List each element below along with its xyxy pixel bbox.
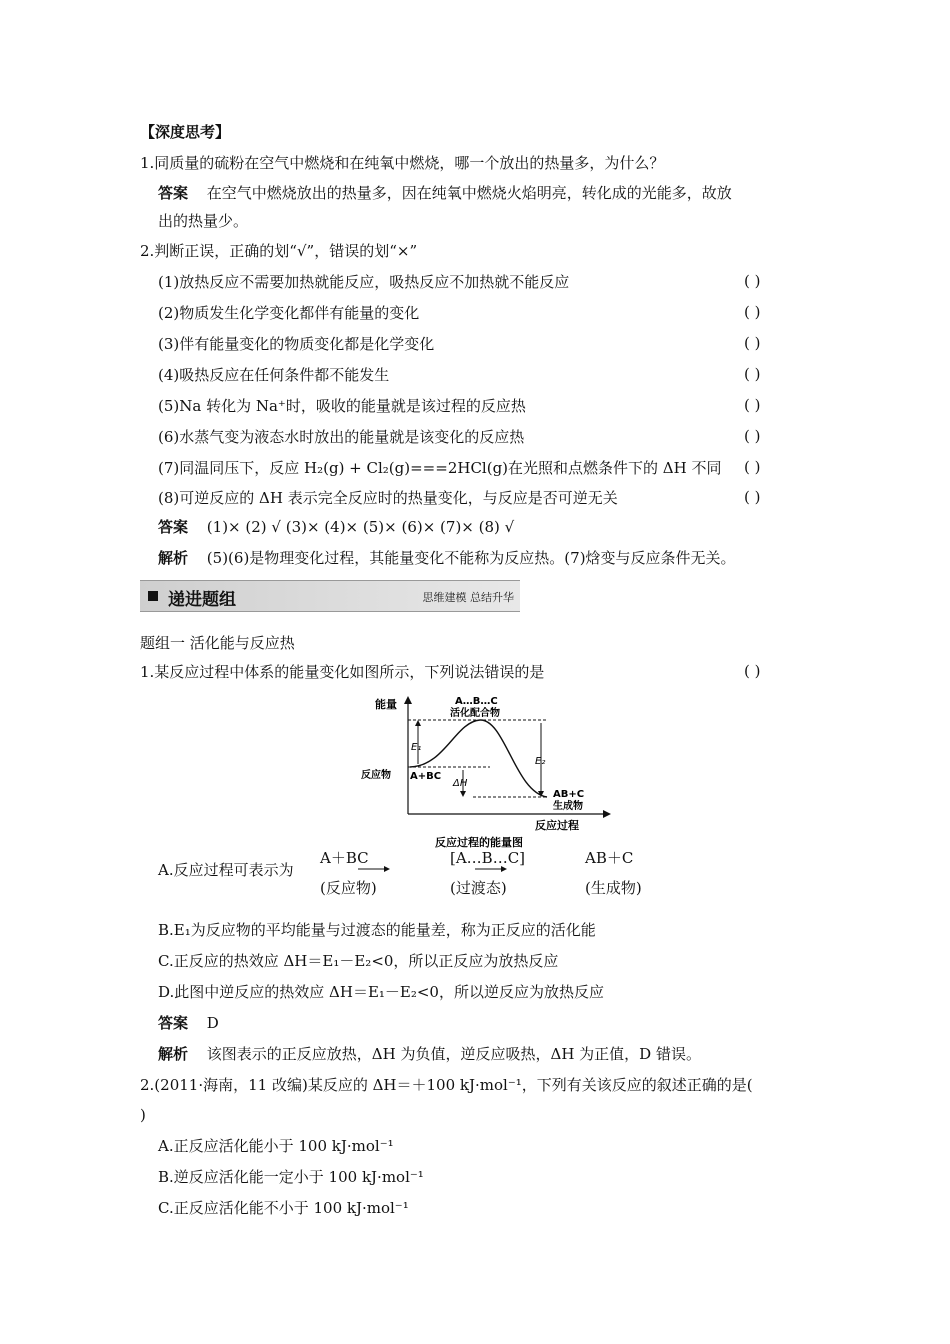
answer-1-cont: 出的热量少。 — [158, 212, 249, 230]
option-a-product: AB＋C — [585, 849, 634, 867]
answer-label: 答案 — [158, 1014, 189, 1032]
arrow-1-icon — [358, 864, 392, 874]
arrow-2-icon — [475, 864, 509, 874]
judge-paren: ( ) — [744, 396, 761, 414]
square-icon — [148, 591, 158, 601]
option-b: B.E₁为反应物的平均能量与过渡态的能量差，称为正反应的活化能 — [158, 921, 596, 939]
dh-arrow-head-icon — [460, 791, 466, 797]
analysis-g1 — [158, 1044, 701, 1064]
q2-option-c: C.正反应活化能不小于 100 kJ·mol⁻¹ — [158, 1199, 409, 1217]
answer-g1 — [158, 1013, 219, 1033]
reactant-label-2: A+BC — [410, 771, 442, 782]
answer-text: 在空气中燃烧放出的热量多，因在纯氧中燃烧火焰明亮，转化成的光能多，故放 — [206, 184, 732, 202]
option-a-transition-note: (过渡态) — [450, 879, 507, 897]
judge-item: (4)吸热反应在任何条件都不能发生 — [158, 366, 390, 384]
analysis-label: 解析 — [158, 549, 189, 567]
y-axis-arrow-icon — [404, 696, 412, 704]
answer-2 — [158, 517, 514, 537]
answer-paren: ( ) — [744, 662, 761, 680]
analysis-text: (5)(6)是物理变化过程，其能量变化不能称为反应热。(7)焓变与反应条件无关。 — [206, 549, 736, 567]
analysis-text: 该图表示的正反应放热，ΔH 为负值，逆反应吸热，ΔH 为正值，D 错误。 — [206, 1045, 701, 1063]
e2-label: E₂ — [535, 756, 546, 767]
e1-arrow-head-icon — [415, 720, 421, 726]
judge-item: (3)伴有能量变化的物质变化都是化学变化 — [158, 335, 435, 353]
option-a-prefix: A.反应过程可表示为 — [158, 861, 294, 879]
section-bar — [140, 580, 520, 612]
analysis-2 — [158, 548, 736, 568]
x-label: 反应过程 — [535, 819, 579, 832]
option-c: C.正反应的热效应 ΔH＝E₁－E₂<0，所以正反应为放热反应 — [158, 952, 559, 970]
judge-item: (8)可逆反应的 ΔH 表示完全反应时的热量变化，与反应是否可逆无关 — [158, 489, 618, 507]
answer-text: (1)× (2) √ (3)× (4)× (5)× (6)× (7)× (8) √ — [206, 518, 515, 536]
judge-item: (1)放热反应不需要加热就能反应，吸热反应不加热就不能反应 — [158, 273, 570, 291]
analysis-label: 解析 — [158, 1045, 189, 1063]
energy-curve — [410, 720, 547, 797]
group-title: 题组一 活化能与反应热 — [140, 634, 295, 652]
judge-paren: ( ) — [744, 365, 761, 383]
judge-item: (6)水蒸气变为液态水时放出的能量就是该变化的反应热 — [158, 428, 525, 446]
q2-option-b: B.逆反应活化能一定小于 100 kJ·mol⁻¹ — [158, 1168, 424, 1186]
group-question-1: 1.某反应过程中体系的能量变化如图所示，下列说法错误的是 — [140, 663, 545, 681]
judge-paren: ( ) — [744, 334, 761, 352]
figure-caption: 反应过程的能量图 — [435, 836, 523, 849]
y-label: 能量 — [375, 698, 397, 711]
judge-paren: ( ) — [744, 303, 761, 321]
judge-paren: ( ) — [744, 427, 761, 445]
product-label-1: AB+C — [553, 789, 585, 800]
energy-diagram — [355, 692, 615, 852]
question-1: 1.同质量的硫粉在空气中燃烧和在纯氧中燃烧，哪一个放出的热量多，为什么？ — [140, 154, 665, 172]
e1-label: E₁ — [411, 742, 422, 753]
dh-label: ΔH — [453, 778, 468, 789]
judge-item: (7)同温同压下，反应 H₂(g) + Cl₂(g)===2HCl(g)在光照和点燃条件下的 ΔH 不同 — [158, 459, 722, 477]
answer-1 — [158, 183, 732, 203]
reactant-label-1: 反应物 — [361, 770, 391, 781]
product-label-2: 生成物 — [553, 801, 583, 812]
q2-option-a: A.正反应活化能小于 100 kJ·mol⁻¹ — [158, 1137, 394, 1155]
judge-paren: ( ) — [744, 272, 761, 290]
peak-label-1: A…B…C — [455, 696, 498, 707]
question-2: 2.判断正误，正确的划“√”，错误的划“×” — [140, 242, 418, 260]
answer-text: D — [206, 1014, 219, 1032]
judge-item: (2)物质发生化学变化都伴有能量的变化 — [158, 304, 420, 322]
section-subtitle: 思维建模 总结升华 — [422, 591, 514, 604]
group-question-2: 2.(2011·海南，11 改编)某反应的 ΔH＝＋100 kJ·mol⁻¹，下列有关该反应的叙述正确的是( — [140, 1076, 753, 1094]
option-a-reactant-note: (反应物) — [320, 879, 377, 897]
section-header: 【深度思考】 — [140, 123, 231, 141]
option-a-product-note: (生成物) — [585, 879, 642, 897]
x-axis-arrow-icon — [603, 810, 611, 818]
group-question-2-cont: ) — [140, 1106, 146, 1124]
option-a-reactant: A＋BC — [320, 849, 369, 867]
judge-item: (5)Na 转化为 Na⁺时，吸收的能量就是该过程的反应热 — [158, 397, 526, 415]
peak-label-2: 活化配合物 — [450, 708, 500, 719]
option-d: D.此图中逆反应的热效应 ΔH＝E₁－E₂<0，所以逆反应为放热反应 — [158, 983, 604, 1001]
answer-label: 答案 — [158, 184, 189, 202]
option-a-transition: [A…B…C] — [450, 849, 526, 867]
section-title: 递进题组 — [168, 590, 236, 610]
judge-paren: ( ) — [744, 488, 761, 506]
answer-label: 答案 — [158, 518, 189, 536]
judge-paren: ( ) — [744, 458, 761, 476]
